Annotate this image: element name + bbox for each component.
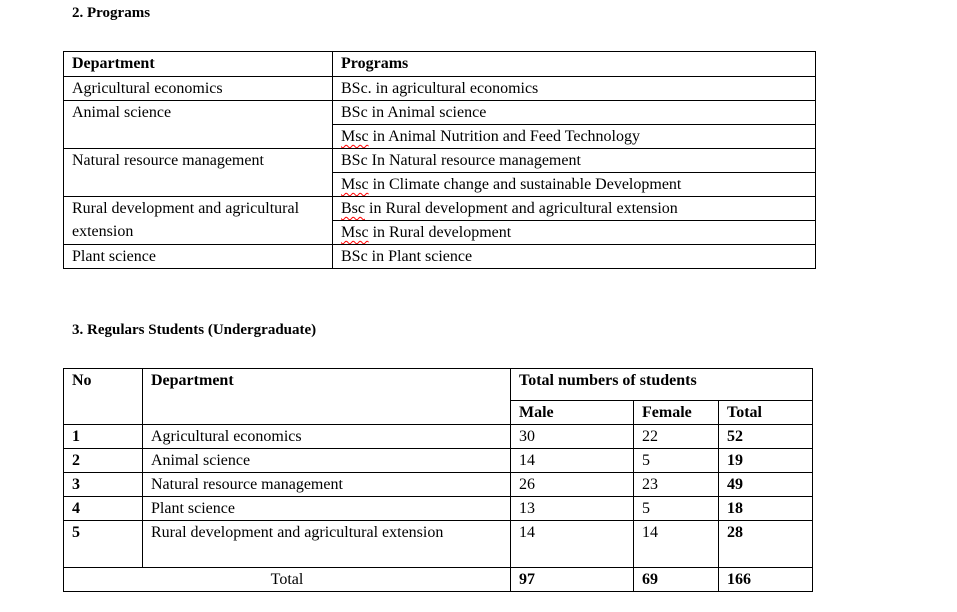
cell-female: 14: [634, 521, 719, 568]
program-degree-word: BSc.: [341, 80, 372, 97]
cell-no: 3: [64, 473, 143, 497]
cell-program: [333, 221, 816, 245]
cell-department: Natural resource management: [143, 473, 511, 497]
column-header-male: Male: [511, 401, 634, 425]
table-row: [64, 245, 816, 269]
column-header-department: Department: [64, 52, 333, 77]
program-degree-word: BSc: [341, 248, 368, 265]
cell-male: 13: [511, 497, 634, 521]
program-rest-text: in Plant science: [367, 248, 473, 265]
cell-program: [333, 245, 816, 269]
cell-male: 30: [511, 425, 634, 449]
cell-male: 26: [511, 473, 634, 497]
cell-total: 28: [719, 521, 813, 568]
column-header-total: Total: [719, 401, 813, 425]
table-header-row: [64, 369, 813, 401]
cell-female: 23: [634, 473, 719, 497]
cell-female: 5: [634, 497, 719, 521]
table-row: [64, 425, 813, 449]
cell-program: [333, 77, 816, 101]
program-degree-word: BSc: [341, 152, 368, 169]
table-row: [64, 449, 813, 473]
cell-male-total: 97: [511, 568, 634, 592]
cell-department: Plant science: [143, 497, 511, 521]
table-header-row: [64, 52, 816, 77]
table-row: [64, 197, 816, 221]
program-rest-text: In Natural resource management: [367, 152, 581, 169]
cell-female: 5: [634, 449, 719, 473]
cell-department: Plant science: [64, 245, 333, 269]
cell-no: 1: [64, 425, 143, 449]
cell-total: 19: [719, 449, 813, 473]
table-row: [64, 77, 816, 101]
cell-program: [333, 125, 816, 149]
cell-no: 2: [64, 449, 143, 473]
program-degree-word: Msc: [341, 128, 369, 145]
column-header-female: Female: [634, 401, 719, 425]
cell-department: Agricultural economics: [143, 425, 511, 449]
program-rest-text: in Animal science: [367, 104, 487, 121]
table-row: [64, 473, 813, 497]
cell-total-label: Total: [64, 568, 511, 592]
cell-total: 52: [719, 425, 813, 449]
table-row: [64, 101, 816, 125]
cell-department: Animal science: [143, 449, 511, 473]
cell-no: 5: [64, 521, 143, 568]
cell-program: [333, 101, 816, 125]
column-header-programs: Programs: [333, 52, 816, 77]
program-rest-text: in Climate change and sustainable Development: [368, 176, 682, 193]
table-row: [64, 149, 816, 173]
cell-department: Natural resource management: [64, 149, 333, 197]
cell-program: [333, 197, 816, 221]
cell-total: 49: [719, 473, 813, 497]
students-table: [63, 368, 813, 592]
table-total-row: [64, 568, 813, 592]
cell-male: 14: [511, 449, 634, 473]
cell-female: 22: [634, 425, 719, 449]
cell-grand-total: 166: [719, 568, 813, 592]
program-rest-text: in Rural development: [368, 224, 512, 241]
cell-male: 14: [511, 521, 634, 568]
table-row: [64, 497, 813, 521]
program-rest-text: in Animal Nutrition and Feed Technology: [368, 128, 640, 145]
section-heading-programs: 2. Programs: [72, 5, 151, 21]
cell-total: 18: [719, 497, 813, 521]
cell-female-total: 69: [634, 568, 719, 592]
section-heading-students: 3. Regulars Students (Undergraduate): [72, 322, 317, 338]
cell-department: Rural development and agricultural extension: [64, 197, 333, 245]
cell-no: 4: [64, 497, 143, 521]
cell-program: [333, 173, 816, 197]
column-header-group: Total numbers of students: [511, 369, 813, 401]
program-degree-word: Bsc: [341, 200, 365, 217]
program-degree-word: Msc: [341, 176, 369, 193]
program-rest-text: in agricultural economics: [371, 80, 539, 97]
column-header-no: No: [64, 369, 143, 425]
cell-department: Animal science: [64, 101, 333, 149]
program-degree-word: Msc: [341, 224, 369, 241]
table-row: [64, 521, 813, 568]
cell-program: [333, 149, 816, 173]
cell-department: Rural development and agricultural extension: [143, 521, 511, 568]
program-rest-text: in Rural development and agricultural extension: [365, 200, 678, 217]
cell-department: Agricultural economics: [64, 77, 333, 101]
program-degree-word: BSc: [341, 104, 368, 121]
column-header-department: Department: [143, 369, 511, 425]
programs-table: [63, 51, 816, 269]
